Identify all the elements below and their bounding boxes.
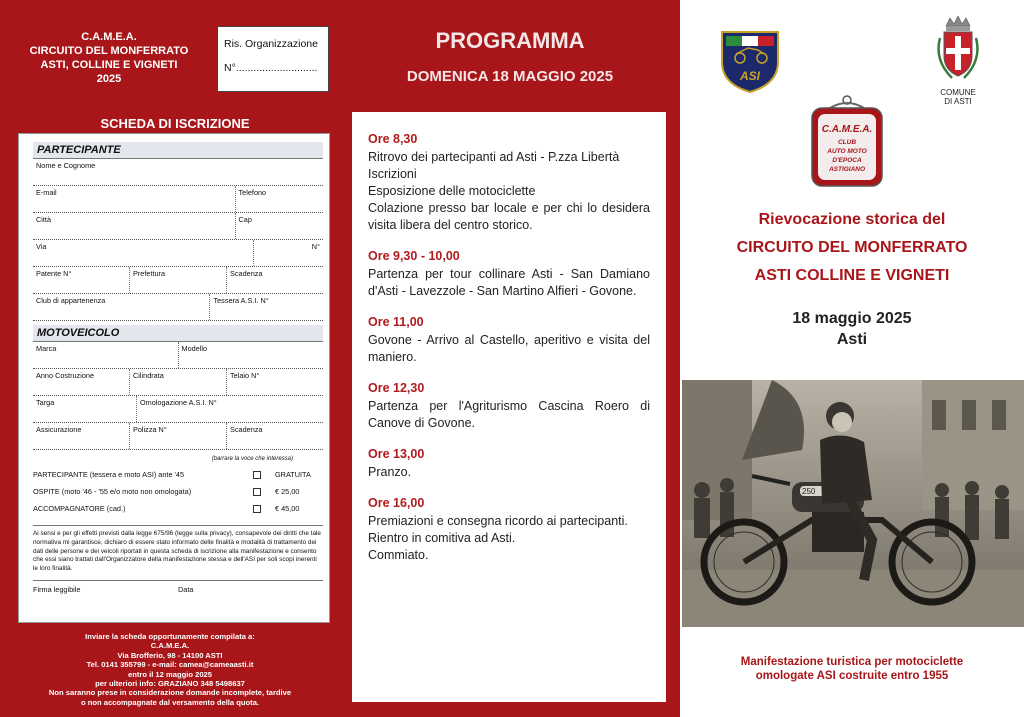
- cover-panel: [680, 0, 1024, 717]
- org-title: C.A.M.E.A. CIRCUITO DEL MONFERRATO ASTI, COLLINE E VIGNETI 2025: [29, 31, 189, 85]
- companion-checkbox[interactable]: [253, 505, 261, 513]
- form-row: [33, 294, 323, 321]
- program-time: Ore 8,30: [368, 132, 418, 146]
- program-item: Ore 11,00 Govone - Arrivo al Castello, aperitivo e visita del maniero.: [368, 315, 650, 364]
- program-time: Ore 13,00: [368, 447, 425, 461]
- participant-checkbox[interactable]: [253, 471, 261, 479]
- event-title: Rievocazione storica del CIRCUITO DEL MONFERRATO ASTI COLLINE E VIGNETI: [736, 211, 968, 284]
- submission-instructions: Inviare la scheda opportunamente compilata a: C.A.M.E.A. Via Brofferio, 98 - 14100 ASTI Tel. 0141 355799 - e-mail: camea@cameaasti.it entro il 12 maggio 2025 per ulteriori info: GRAZIANO 348 5498637 Non saranno prese in considerazione domande incomplete, tardive o non accompagnate dal versamento della quota.: [48, 632, 292, 707]
- fee-options: [33, 456, 323, 517]
- prefecture-field[interactable]: Prefettura: [130, 267, 227, 293]
- privacy-text: Ai sensi e per gli effetti previsti dalla legge 675/96 (legge sulla privacy), consapevole dei diritti che tale normativa mi garantisce, dichiaro di essere stato informato delle finalità e modalità di trattamento dei dati delle persone e dei veicoli riportati in questa scheda di iscrizione alla manifestazione e consento che essi siano trattati dall'Organizzatore della manifestazione stessa e dell'ASI per soli scopi inerenti le loro finalità.: [33, 525, 323, 574]
- city-field[interactable]: Città: [33, 213, 236, 239]
- signature-field[interactable]: Firma leggibile: [33, 584, 81, 594]
- form-row: [33, 213, 323, 240]
- form-title: SCHEDA DI ISCRIZIONE: [100, 116, 250, 131]
- svg-text:D'EPOCA: D'EPOCA: [832, 157, 862, 164]
- svg-text:250: 250: [802, 487, 816, 496]
- program-time: Ore 9,30 - 10,00: [368, 249, 460, 263]
- program-panel: [340, 0, 680, 717]
- asi-card-field[interactable]: Tessera A.S.I. N°: [213, 296, 269, 305]
- program-card: [352, 112, 666, 702]
- form-row: [33, 159, 323, 186]
- email-field[interactable]: E-mail: [33, 186, 236, 212]
- signature-row: [33, 580, 323, 604]
- program-time: Ore 11,00: [368, 315, 424, 329]
- organization-box: [217, 26, 329, 92]
- municipality-emblem: COMUNE DI ASTI: [928, 16, 988, 106]
- registration-form: [18, 133, 330, 623]
- plate-field[interactable]: Targa: [33, 396, 137, 422]
- policy-field[interactable]: Polizza N°: [130, 423, 227, 449]
- number-field[interactable]: N°: [311, 242, 320, 251]
- homologation-field[interactable]: Omologazione A.S.I. N°: [139, 398, 217, 407]
- camea-club-logo-icon: [808, 94, 886, 190]
- guest-checkbox[interactable]: [253, 488, 261, 496]
- svg-text:ASTIGIANO: ASTIGIANO: [828, 166, 866, 173]
- form-row: [33, 267, 323, 294]
- form-row: [33, 240, 323, 267]
- option-companion: ACCOMPAGNATORE (cad.) € 45,00: [33, 504, 300, 513]
- program-item: Ore 13,00 Pranzo.: [368, 447, 650, 481]
- program-date: DOMENICA 18 MAGGIO 2025: [406, 68, 614, 85]
- vintage-motorcycle-photo: [682, 380, 1024, 627]
- form-row: [33, 369, 323, 396]
- program-item: Ore 9,30 - 10,00 Partenza per tour collinare Asti - San Damiano d'Asti - Lavezzole - San Martino Alfieri - Govone.: [368, 249, 650, 298]
- frame-field[interactable]: Telaio N°: [230, 371, 260, 380]
- svg-text:AUTO MOTO: AUTO MOTO: [827, 148, 867, 155]
- policy-expiry-field[interactable]: Scadenza: [230, 425, 263, 434]
- ris-number: N°............................: [224, 62, 318, 74]
- insurance-field[interactable]: Assicurazione: [33, 423, 130, 449]
- club-field[interactable]: Club di appartenenza: [33, 294, 210, 320]
- asti-coat-of-arms-icon: [932, 16, 984, 86]
- license-field[interactable]: Patente N°: [33, 267, 130, 293]
- phone-field[interactable]: Telefono: [238, 188, 267, 197]
- program-item: Ore 8,30 Ritrovo dei partecipanti ad Asti - P.zza Libertà Iscrizioni Esposizione delle motociclette Colazione presso bar locale e per chi lo desidera visita libera del centro storico.: [368, 132, 650, 232]
- option-guest: OSPITE (moto '46 - '55 e/o moto non omologata) € 25,00: [33, 487, 300, 496]
- model-field[interactable]: Modello: [181, 344, 208, 353]
- svg-text:ASI: ASI: [739, 69, 761, 83]
- program-item: Ore 12,30 Partenza per l'Agriturismo Cascina Roero di Canove di Govone.: [368, 381, 650, 430]
- event-date: 18 maggio 2025 Asti: [792, 310, 912, 348]
- form-row: [33, 423, 323, 450]
- option-participant: PARTECIPANTE (tessera e moto ASI) ante '45 GRATUITA: [33, 470, 311, 479]
- form-row: [33, 396, 323, 423]
- program-title: PROGRAMMA: [435, 28, 585, 53]
- form-row: [33, 186, 323, 213]
- brand-field[interactable]: Marca: [33, 342, 179, 368]
- svg-text:C.A.M.E.A.: C.A.M.E.A.: [821, 124, 873, 135]
- section-participant: PARTECIPANTE: [33, 142, 323, 159]
- cap-field[interactable]: Cap: [238, 215, 252, 224]
- svg-text:CLUB: CLUB: [837, 139, 857, 146]
- date-field[interactable]: Data: [178, 584, 194, 594]
- displacement-field[interactable]: Cilindrata: [130, 369, 227, 395]
- program-item: Ore 16,00 Premiazioni e consegna ricordo ai partecipanti. Rientro in comitiva ad Asti. Commiato.: [368, 496, 650, 564]
- registration-panel: [0, 0, 340, 717]
- section-vehicle: MOTOVEICOLO: [33, 325, 323, 342]
- year-field[interactable]: Anno Costruzione: [33, 369, 130, 395]
- program-time: Ore 16,00: [368, 496, 425, 510]
- program-time: Ore 12,30: [368, 381, 425, 395]
- asi-logo-icon: [718, 28, 782, 94]
- name-field[interactable]: Nome e Cognome: [36, 161, 96, 170]
- event-description: Manifestazione turistica per motociclette omologate ASI costruite entro 1955: [740, 656, 964, 682]
- ris-label: Ris. Organizzazione: [224, 38, 318, 50]
- options-note: (barrare la voce che interessa): [211, 456, 293, 462]
- street-field[interactable]: Via: [33, 240, 254, 266]
- form-row: [33, 342, 323, 369]
- expiry-field[interactable]: Scadenza: [230, 269, 263, 278]
